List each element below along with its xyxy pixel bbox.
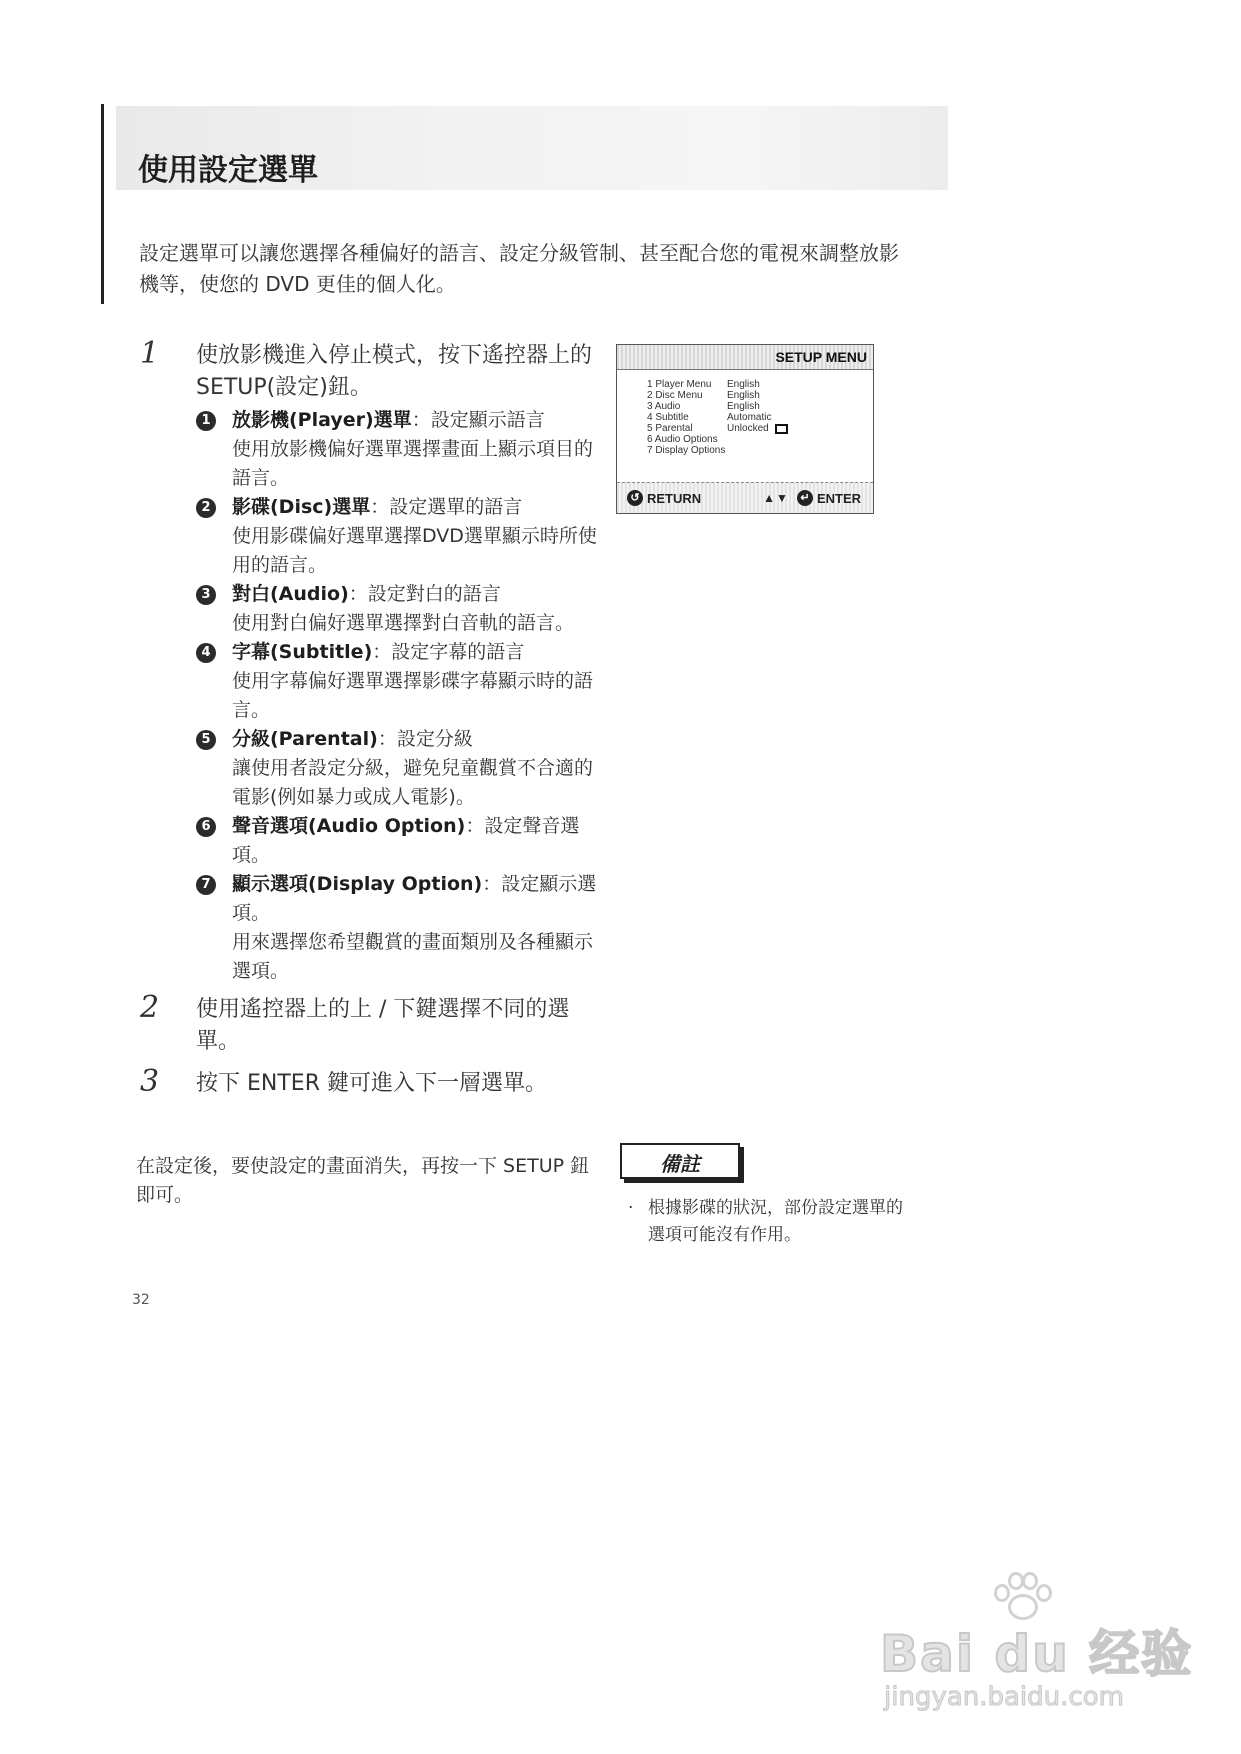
item-detail: 使用影碟偏好選單選擇DVD選單顯示時所使用的語言。 [232, 525, 597, 576]
item-separator: ： [377, 728, 397, 750]
item-separator: ： [482, 873, 502, 895]
row-value: English [727, 390, 760, 401]
row-label: 1 Player Menu [647, 379, 712, 390]
row-label: 7 Display Options [647, 445, 726, 456]
return-icon: ↺ [627, 490, 643, 506]
item-separator: ： [411, 409, 431, 431]
lock-icon [775, 424, 788, 434]
setup-menu-row [647, 412, 788, 423]
step-text: 使放影機進入停止模式，按下遙控器上的 SETUP(設定)鈕。 [196, 343, 593, 400]
return-hint [627, 490, 701, 506]
item-summary: 設定顯示語言 [430, 409, 545, 431]
item-title: 放影機(Player)選單 [232, 409, 412, 431]
step-text: 按下 ENTER 鍵可進入下一層選單。 [196, 1071, 547, 1096]
row-value: English [727, 379, 760, 390]
watermark-brand: Bai du 经验 [880, 1625, 1194, 1683]
menu-items-list [196, 406, 608, 986]
note-body: 根據影碟的狀況，部份設定選單的選項可能沒有作用。 [648, 1198, 903, 1245]
enter-label: ENTER [816, 490, 861, 506]
step-1 [138, 336, 608, 986]
setup-menu-row [647, 401, 788, 412]
setup-menu-row [647, 390, 788, 401]
step-text: 使用遙控器上的上 / 下鍵選擇不同的選單。 [196, 997, 570, 1054]
list-item-audio-option [196, 812, 608, 870]
item-separator: ： [372, 641, 392, 663]
row-value: Automatic [727, 412, 772, 423]
row-label: 3 Audio [647, 401, 681, 412]
intro-paragraph: 設定選單可以讓您選擇各種偏好的語言、設定分級管制、甚至配合您的電視來調整放影機等，使您的 DVD 更佳的個人化。 [139, 241, 899, 296]
up-down-arrows-icon: ▲▼ [763, 491, 789, 505]
item-summary: 設定選單的語言 [389, 496, 523, 518]
row-label: 4 Subtitle [647, 412, 689, 423]
enter-icon: ↵ [797, 490, 813, 506]
row-label: 5 Parental [647, 423, 693, 434]
page-edge-rule [101, 104, 104, 304]
steps-list [138, 336, 608, 1100]
list-item-disc-menu [196, 493, 608, 580]
setup-menu-row [647, 434, 788, 445]
row-value: English [727, 401, 760, 412]
page-number: 32 [132, 1292, 150, 1308]
number-badge: 6 [196, 817, 216, 837]
item-summary: 設定分級 [396, 728, 473, 750]
number-badge: 1 [196, 411, 216, 431]
setup-menu-row [647, 445, 788, 456]
row-value: Unlocked [727, 423, 769, 434]
number-badge: 2 [196, 498, 216, 518]
number-badge: 3 [196, 585, 216, 605]
note-title: 備註 [660, 1152, 700, 1176]
item-detail: 使用放影機偏好選單選擇畫面上顯示項目的語言。 [232, 438, 594, 489]
return-label: RETURN [647, 490, 702, 506]
item-title: 字幕(Subtitle) [232, 641, 373, 663]
setup-menu-rows [647, 379, 788, 456]
item-detail: 使用對白偏好選單選擇對白音軌的語言。 [232, 612, 575, 634]
list-item-display-option [196, 870, 608, 986]
setup-menu-footer [617, 482, 873, 513]
setup-menu-screen [616, 344, 874, 514]
setup-menu-row [647, 423, 788, 434]
note-box [620, 1143, 740, 1179]
item-title: 聲音選項(Audio Option) [232, 815, 466, 837]
note-bullet: · [628, 1198, 634, 1218]
item-separator: ： [348, 583, 368, 605]
item-summary: 設定聲音選項。 [232, 815, 580, 866]
list-item-audio [196, 580, 608, 638]
row-label: 2 Disc Menu [647, 390, 703, 401]
number-badge: 7 [196, 875, 216, 895]
watermark [880, 1570, 1200, 1720]
note-text [628, 1195, 908, 1249]
list-item-parental [196, 725, 608, 812]
item-detail: 讓使用者設定分級，避免兒童觀賞不合適的電影(例如暴力或成人電影)。 [232, 757, 594, 808]
page-title: 使用設定選單 [138, 153, 318, 188]
item-title: 分級(Parental) [232, 728, 378, 750]
step-3 [138, 1064, 608, 1100]
item-title: 顯示選項(Display Option) [232, 873, 483, 895]
setup-menu-header [617, 345, 873, 370]
setup-menu-row [647, 379, 788, 390]
row-label: 6 Audio Options [647, 434, 718, 445]
watermark-url: jingyan.baidu.com [884, 1682, 1124, 1712]
item-separator: ： [465, 815, 485, 837]
item-detail: 用來選擇您希望觀賞的畫面類別及各種顯示選項。 [232, 931, 594, 982]
item-summary: 設定顯示選項。 [232, 873, 597, 924]
number-badge: 5 [196, 730, 216, 750]
item-title: 對白(Audio) [232, 583, 349, 605]
setup-menu-title: SETUP MENU [775, 349, 867, 365]
item-title: 影碟(Disc)選單 [232, 496, 371, 518]
number-badge: 4 [196, 643, 216, 663]
list-item-player-menu [196, 406, 608, 493]
step-number: 2 [140, 990, 160, 1025]
enter-hint [763, 490, 861, 506]
step-number: 3 [140, 1064, 160, 1099]
step-2 [138, 990, 608, 1058]
closing-paragraph: 在設定後，要使設定的畫面消失，再按一下 SETUP 鈕即可。 [136, 1155, 590, 1206]
item-detail: 使用字幕偏好選單選擇影碟字幕顯示時的語言。 [232, 670, 594, 721]
list-item-subtitle [196, 638, 608, 725]
item-summary: 設定對白的語言 [367, 583, 501, 605]
item-separator: ： [370, 496, 390, 518]
step-number: 1 [140, 336, 160, 371]
item-summary: 設定字幕的語言 [391, 641, 525, 663]
